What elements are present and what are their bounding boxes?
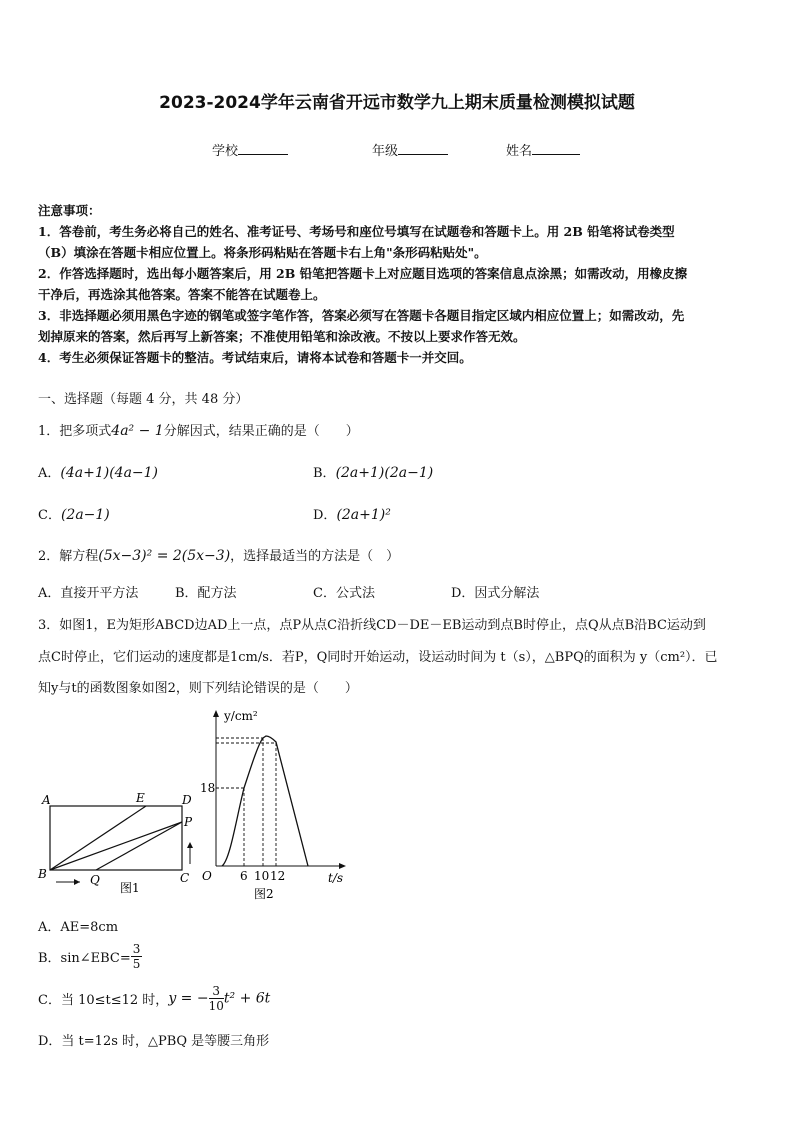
q1-option-a — [38, 462, 158, 481]
q3-option-c-lhs: y = − — [168, 990, 209, 1007]
x-axis-label: t/s — [328, 871, 344, 885]
segment-be — [50, 806, 146, 870]
q1-option-c-label: C． — [38, 508, 61, 523]
q3-stem-line1: 3．如图1，E为矩形ABCD边AD上一点，点P从点C沿折线CD－DE－EB运动到点B时停止，点Q从点B沿BC运动到 — [38, 618, 706, 633]
q3-option-c-denominator: 10 — [208, 999, 224, 1013]
notice-item3-line1: 3．非选择题必须用黑色字迹的钢笔或签字笔作答，答案必须写在答题卡各题目指定区域内相应位置上；如需改动，先 — [38, 308, 685, 323]
q2-prefix: 2．解方程 — [38, 549, 99, 564]
q1-option-b-label: B． — [313, 466, 336, 481]
notice-item2-line2: 干净后，再选涂其他答案。答案不能答在试题卷上。 — [38, 287, 326, 302]
notice-item1-line2: （B）填涂在答题卡相应位置上。将条形码粘贴在答题卡右上角"条形码粘贴处"。 — [38, 245, 487, 260]
page-title: 2023-2024学年云南省开远市数学九上期末质量检测模拟试题 — [159, 93, 635, 113]
q1-option-b-expr: (2a+1)(2a−1) — [335, 465, 434, 481]
y-tick-18: 18 — [200, 781, 216, 795]
rectangle-abcd — [50, 806, 182, 870]
name-blank — [532, 142, 580, 155]
q3-option-c-prefix: C．当 10≤t≤12 时， — [38, 993, 169, 1008]
x-axis-arrow — [339, 863, 346, 869]
q1-option-d-expr: (2a+1)² — [336, 507, 391, 523]
name-field — [506, 140, 580, 159]
y-axis-arrow — [213, 710, 219, 717]
q1-option-b — [313, 462, 433, 481]
q2-option-a: A．直接开平方法 — [38, 586, 139, 601]
segment-qp — [96, 822, 182, 870]
q3-option-a: A．AE=8cm — [38, 920, 119, 935]
figure1-caption: 图1 — [120, 881, 140, 895]
q2-expr: (5x−3)² = 2(5x−3) — [98, 548, 231, 564]
x-tick-12: 12 — [270, 869, 286, 883]
q1-suffix: 分解因式，结果正确的是（ ） — [163, 424, 359, 439]
q3-option-d: D．当 t=12s 时，△PBQ 是等腰三角形 — [38, 1034, 270, 1049]
q2-suffix: ，选择最适当的方法是（ ） — [230, 549, 400, 564]
notice-item1-line1: 1．答卷前，考生务必将自己的姓名、准考证号、考场号和座位号填写在试题卷和答题卡上。用 2B 铅笔将试卷类型 — [38, 224, 675, 239]
q2-stem — [38, 545, 399, 564]
school-label: 学校 — [212, 144, 239, 159]
q3-stem-line3: 知y与t的函数图象如图2，则下列结论错误的是（ ） — [38, 681, 358, 696]
label-p: P — [184, 815, 193, 829]
q3-option-b-fraction — [131, 942, 143, 971]
q1-stem — [38, 420, 359, 439]
section1-heading: 一、选择题（每题 4 分，共 48 分） — [38, 392, 249, 407]
q2-option-c: C．公式法 — [313, 586, 375, 601]
x-tick-6: 6 — [240, 869, 248, 883]
notice-heading: 注意事项： — [38, 203, 101, 218]
q1-expr: 4a² − 1 — [111, 423, 164, 439]
arrow-cd-head — [187, 842, 193, 848]
notice-item4: 4．考生必须保证答题卡的整洁。考试结束后，请将本试卷和答题卡一并交回。 — [38, 350, 472, 365]
q1-option-d — [313, 504, 391, 523]
q3-stem-line2: 点C时停止，它们运动的速度都是1cm/s．若P，Q同时开始运动，设运动时间为 t（s），△BPQ的面积为 y（cm²）．已 — [38, 650, 718, 665]
segment-bp — [50, 822, 182, 870]
grade-field — [372, 140, 448, 159]
figure2-caption: 图2 — [254, 887, 274, 901]
label-q: Q — [90, 873, 100, 887]
q1-prefix: 1．把多项式 — [38, 424, 112, 439]
origin-label: O — [202, 869, 212, 883]
q3-option-b-denominator: 5 — [132, 957, 141, 971]
label-d: D — [182, 793, 192, 807]
q1-option-c — [38, 504, 110, 523]
school-field — [212, 140, 288, 159]
arrow-bq-head — [74, 879, 80, 885]
q3-figure1 — [36, 788, 202, 900]
q3-option-c-rhs: t² + 6t — [223, 990, 271, 1007]
grade-label: 年级 — [372, 144, 399, 159]
q1-option-d-label: D． — [313, 508, 337, 523]
q3-option-c-fraction — [209, 984, 224, 1013]
grade-blank — [398, 142, 448, 155]
q3-option-b-numerator: 3 — [132, 942, 141, 956]
q1-option-c-expr: (2a−1) — [60, 507, 110, 523]
y-axis-label: y/cm² — [224, 709, 258, 723]
notice-item3-line2: 划掉原来的答案，然后再写上新答案；不准使用铅笔和涂改液。不按以上要求作答无效。 — [38, 329, 526, 344]
school-blank — [238, 142, 288, 155]
q3-option-b-prefix: B．sin∠EBC= — [38, 951, 131, 966]
q3-option-c — [38, 984, 270, 1013]
q3-option-c-numerator: 3 — [209, 984, 224, 999]
q3-figure2 — [196, 700, 350, 906]
label-c: C — [180, 871, 190, 885]
notice-item2-line1: 2．作答选择题时，选出每小题答案后，用 2B 铅笔把答题卡上对应题目选项的答案信息点涂黑；如需改动，用橡皮擦 — [38, 266, 688, 281]
q3-option-b — [38, 942, 142, 971]
x-tick-10: 10 — [254, 869, 270, 883]
label-e: E — [136, 791, 145, 805]
q1-option-a-label: A． — [38, 466, 61, 481]
label-a: A — [42, 793, 51, 807]
name-label: 姓名 — [506, 144, 533, 159]
q2-option-d: D．因式分解法 — [451, 586, 540, 601]
q2-option-b: B．配方法 — [175, 586, 237, 601]
q1-option-a-expr: (4a+1)(4a−1) — [60, 465, 159, 481]
label-b: B — [38, 867, 47, 881]
function-curve — [222, 736, 308, 866]
